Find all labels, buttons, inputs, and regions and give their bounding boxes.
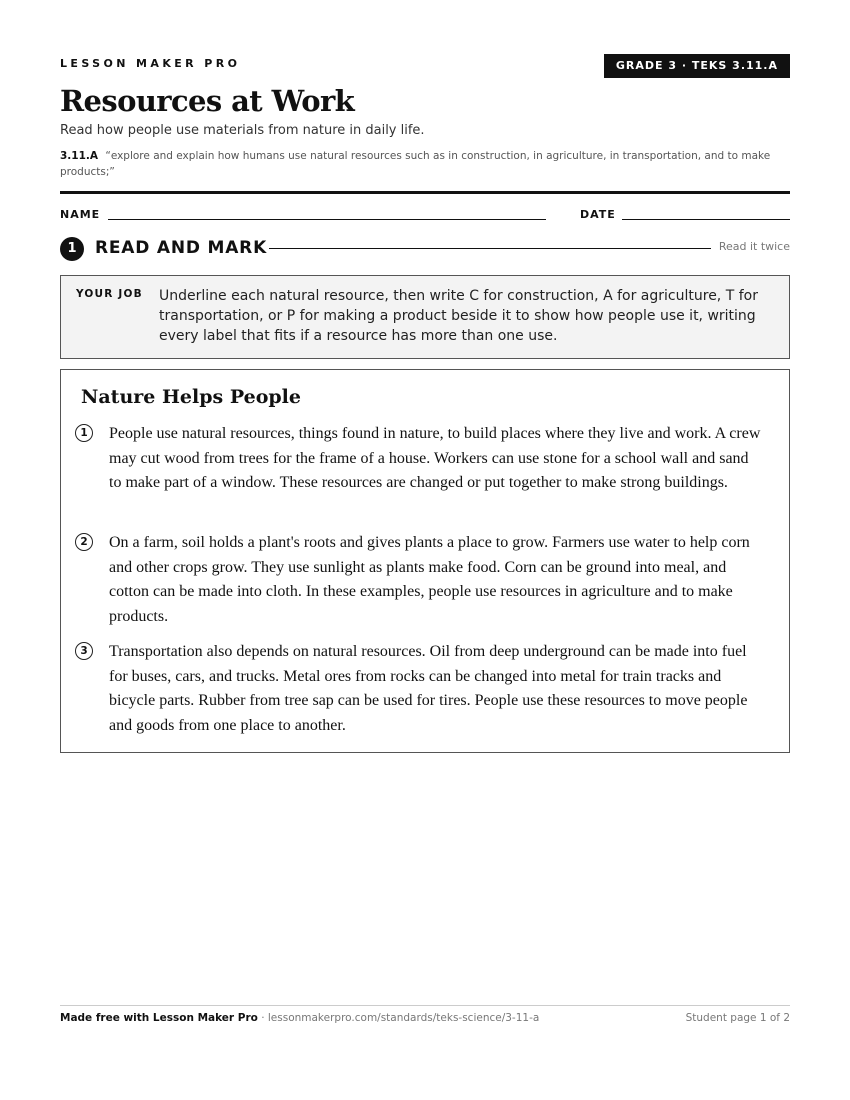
name-label: NAME [60,208,101,221]
instructions-text: Underline each natural resource, then write C for construction, A for agriculture, T for transportation, or P for making a product beside it to show how people use it, writing every label that fits if a resource has more than one use. [159,288,758,344]
paragraph-number: 2 [75,533,93,551]
footer-divider [60,1005,790,1006]
section-number-badge: 1 [60,237,84,261]
section-title: READ AND MARK [95,238,268,258]
standard-code: 3.11.A [60,150,99,162]
standard-text: “explore and explain how humans use natural resources such as in construction, in agriculture, in transportation, and to make products;” [60,150,771,178]
footer-brand: Made free with Lesson Maker Pro [60,1012,258,1024]
paragraph-text[interactable]: On a farm, soil holds a plant's roots and gives plants a place to grow. Farmers use water to help corn and other crops grow. They use sunlight as plants make food. Corn can be ground into meal, and cotton can be made into cloth. In these examples, people use resources in agriculture and to make products. [109,534,750,625]
section-divider [269,248,711,249]
header-divider [60,191,790,194]
paragraph-text[interactable]: People use natural resources, things found in nature, to build places where they live and work. A crew may cut wood from trees for the frame of a house. Workers can use stone for a school wall and sand to make part of a window. These resources are changed or put together to make strong buildings. [109,425,761,491]
paragraph-text[interactable]: Transportation also depends on natural resources. Oil from deep underground can be made into fuel for buses, cars, and trucks. Metal ores from rocks can be changed into metal for train tracks and bicycle parts. Rubber from tree sap can be used for tires. People use these resources to move people and goods from one place to another. [109,643,748,734]
date-field[interactable] [622,219,790,220]
reading-passage [60,369,790,753]
standard-description [60,148,790,180]
footer-url[interactable]: · lessonmakerpro.com/standards/teks-science/3-11-a [257,1012,540,1024]
paragraph-number: 1 [75,424,93,442]
date-label: DATE [580,208,616,221]
footer-credit [60,1012,539,1024]
grade-badge: GRADE 3 · TEKS 3.11.A [604,54,790,78]
worksheet-page [60,0,790,1100]
passage-title: Nature Helps People [81,386,301,408]
paragraph-number: 3 [75,642,93,660]
instructions-box [60,275,790,359]
section-hint: Read it twice [718,240,790,253]
page-number: Student page 1 of 2 [685,1012,790,1024]
instructions-label: YOUR JOB [76,288,143,300]
page-subtitle: Read how people use materials from nature in daily life. [60,123,425,138]
page-title: Resources at Work [60,84,355,118]
name-field[interactable] [108,219,546,220]
brand-name: LESSON MAKER PRO [60,57,241,70]
